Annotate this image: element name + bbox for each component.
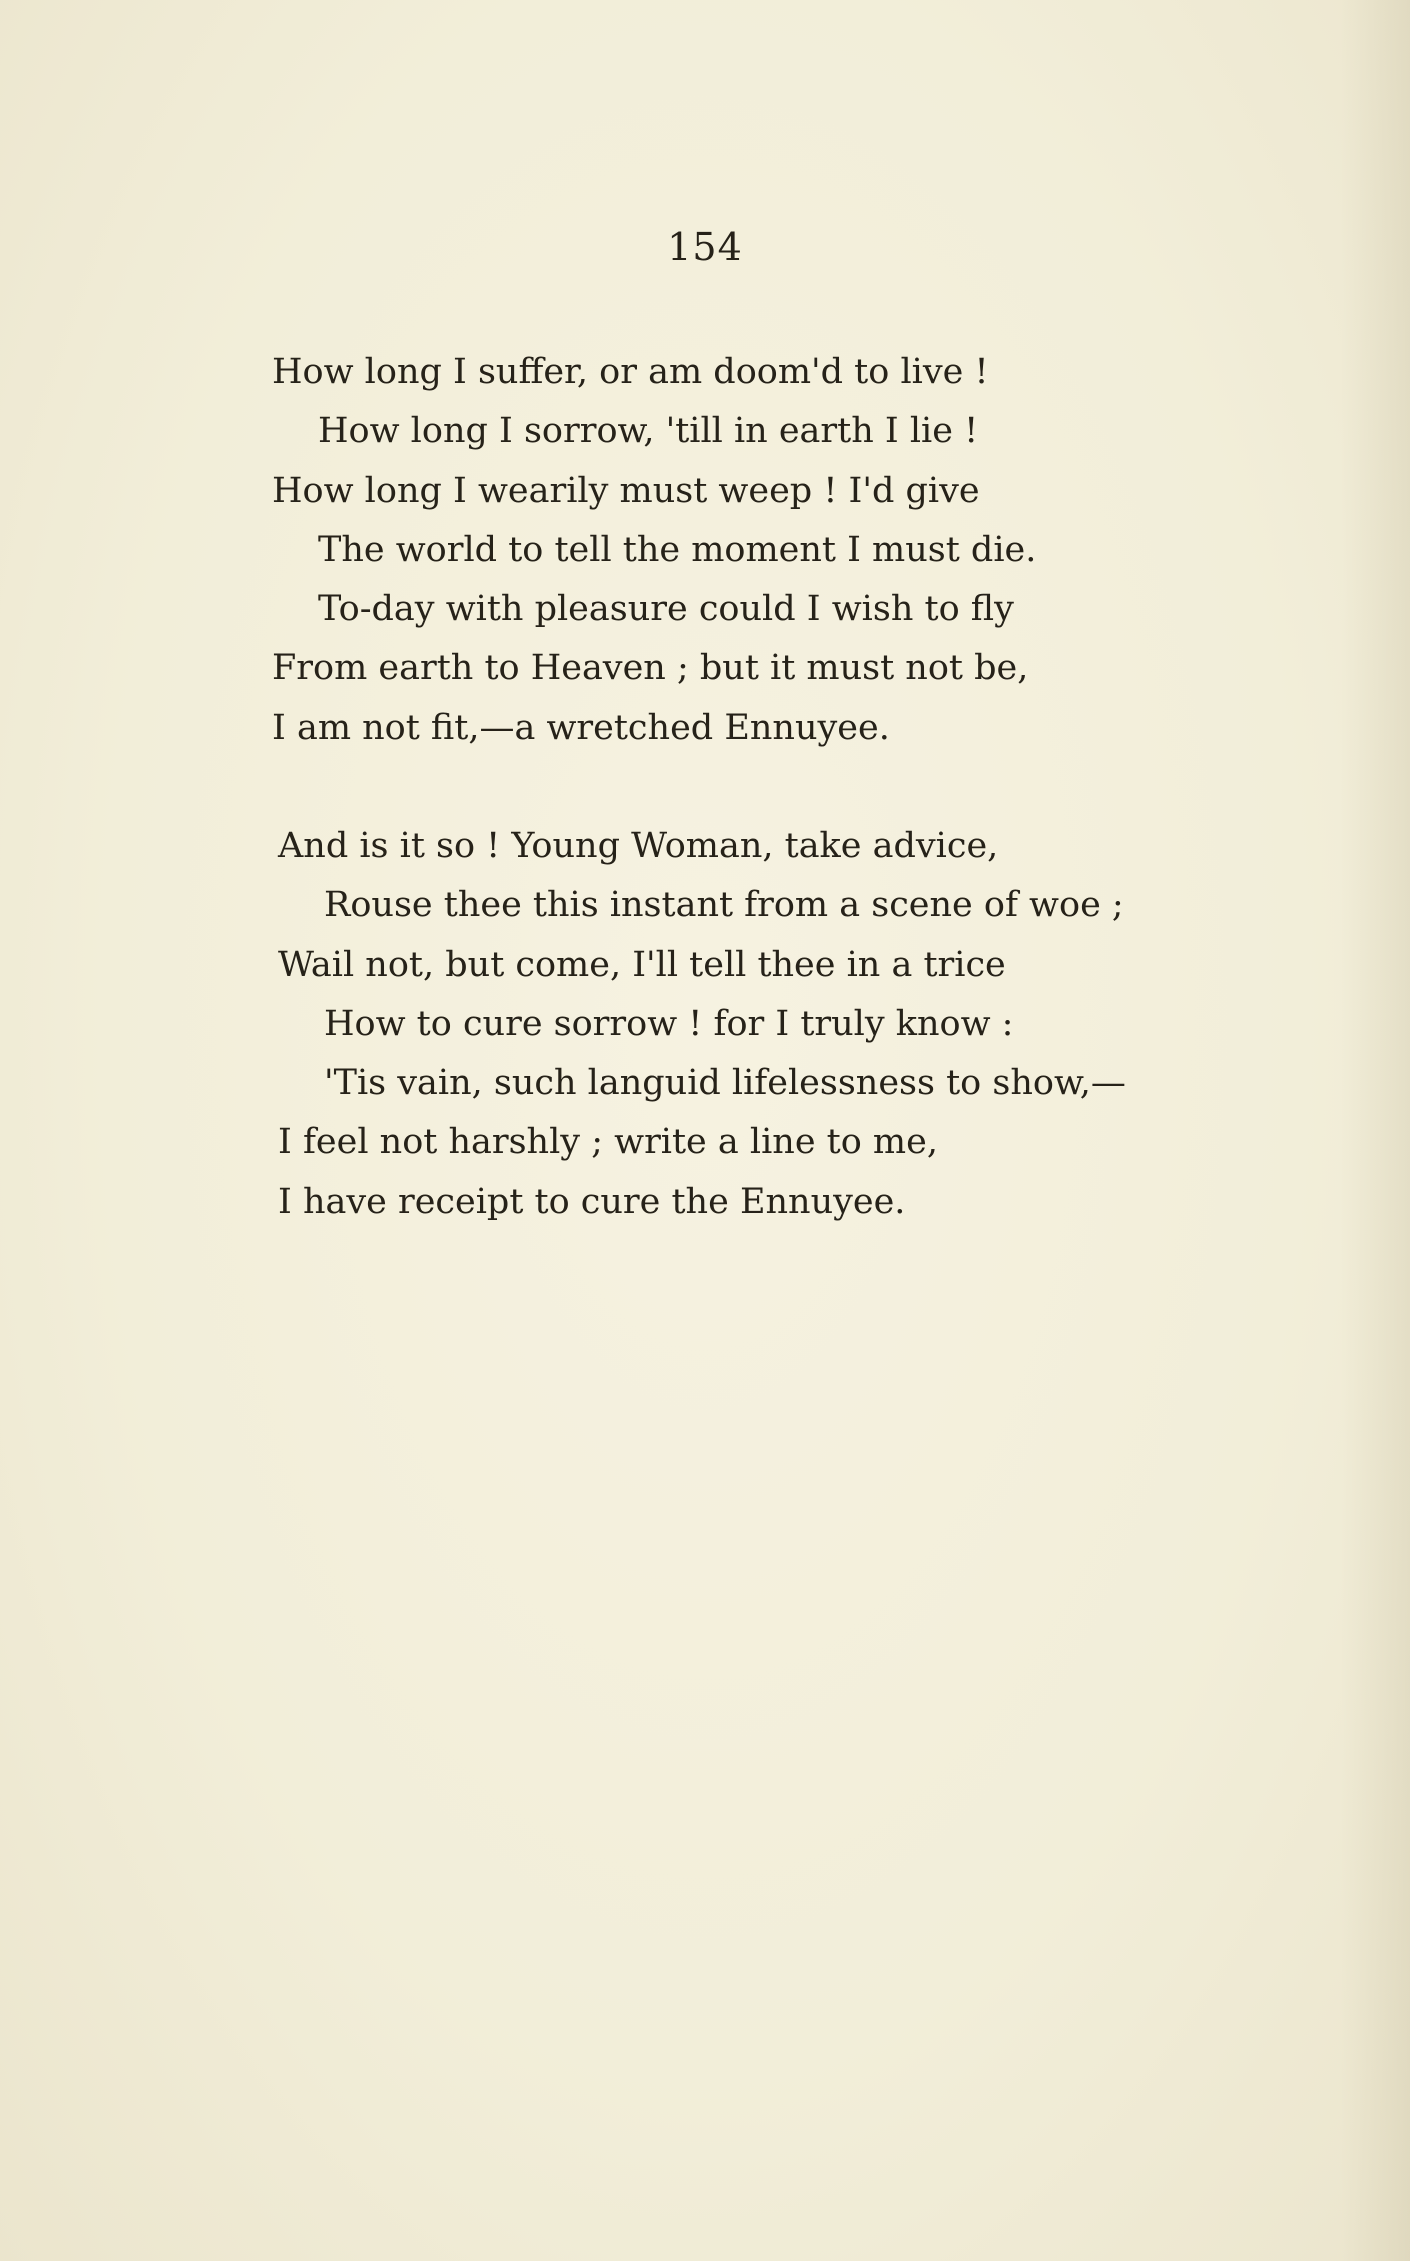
page-edge-shadow: [1340, 0, 1410, 2261]
poem-line: And is it so ! Young Woman, take advice,: [278, 826, 999, 866]
stanza-2: [272, 817, 1232, 1232]
poem-line: 'Tis vain, such languid lifelessness to show,—: [324, 1063, 1126, 1104]
poem-line: I feel not harshly ; write a line to me,: [278, 1122, 938, 1163]
poem-line: Rouse thee this instant from a scene of woe ;: [324, 885, 1124, 926]
poem-line: I have receipt to cure the Ennuyee.: [278, 1181, 906, 1222]
poem-line: From earth to Heaven ; but it must not be,: [272, 648, 1029, 689]
poem-line: Wail not, but come, I'll tell thee in a trice: [278, 944, 1006, 985]
poem-line: How to cure sorrow ! for I truly know :: [324, 1003, 1014, 1044]
poem-line: I am not fit,—a wretched Ennuyee.: [272, 707, 890, 748]
poem-line: How long I suffer, or am doom'd to live !: [272, 352, 989, 392]
stanza-1: [272, 343, 1232, 758]
page-number: 154: [667, 225, 743, 269]
poem-line: How long I sorrow, 'till in earth I lie !: [318, 411, 979, 452]
poem-line: How long I wearily must weep ! I'd give: [272, 470, 980, 511]
poem-line: The world to tell the moment I must die.: [318, 529, 1037, 570]
poem-line: To-day with pleasure could I wish to fly: [318, 589, 1014, 630]
